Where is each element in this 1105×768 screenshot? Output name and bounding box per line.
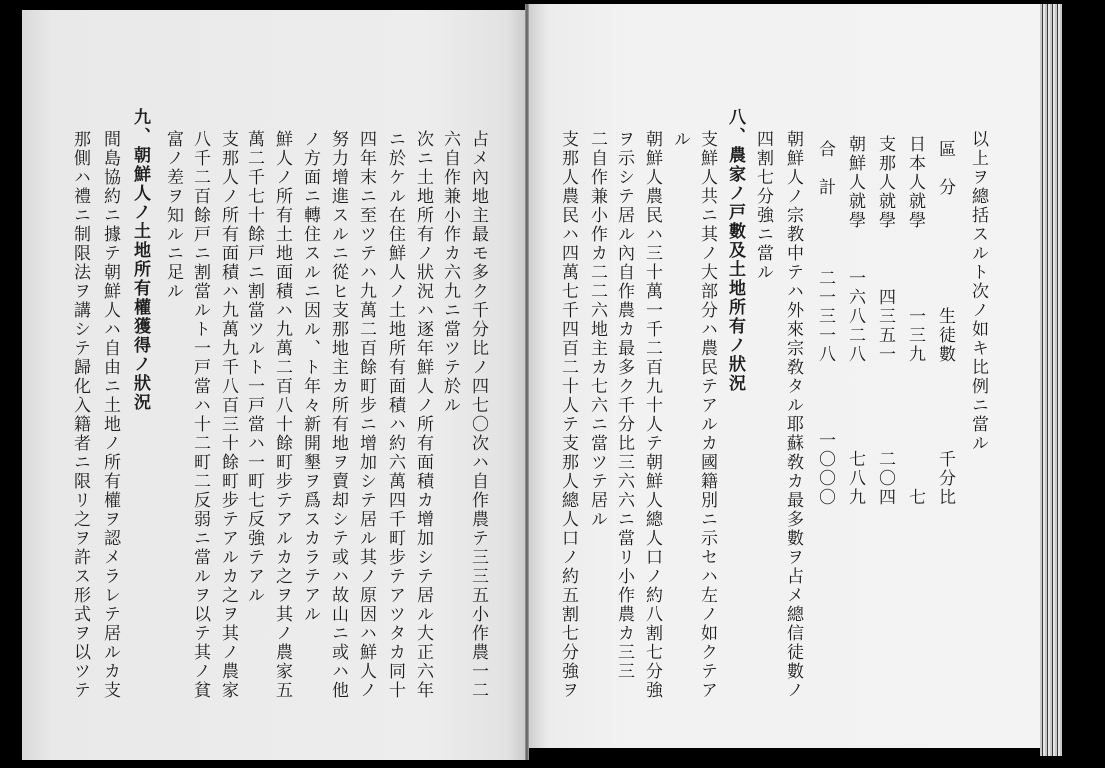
text-line: 鮮人ノ所有土地面積ハ九萬二百八十餘町步テアルカ之ヲ其ノ農家五 [272,130,292,700]
section-heading: 九、朝鮮人ノ土地所有權獲得ノ狀況 [130,108,150,412]
page-edges [1040,4,1062,756]
text-line: 努力增進スルニ從ヒ支那地主カ所有地ヲ賣却シテ或ハ故山ニ或ハ他 [328,130,348,700]
category-cell: 支那人就學 [875,135,895,230]
text-line: 支那人ノ所有面積ハ九萬九千八百三十餘町步テアルカ之ヲ其ノ農家 [218,130,238,700]
text-line: 富ノ差ヲ知ルニ足ル [163,130,183,301]
header-students: 生徒數 [935,307,955,364]
category-cell: 合 計 [815,140,835,197]
text-line: 八千二百餘戸ニ割當ルト一戸當ハ十二町二反弱ニ當ルヲ以テ其ノ貧 [190,130,210,700]
text-line: 朝鮮人農民ハ三十萬一千二百九十人テ朝鮮人總人口ノ約八割七分強 [642,130,662,700]
text-line: 那側ハ禮ニ制限法ヲ講シテ歸化入籍者ニ限リ之ヲ許ス形式ヲ以ツテ [70,130,90,700]
students-cell: 一三九 [905,307,925,364]
students-cell: 四三五一 [875,288,895,364]
text-line: 四年末ニ至ツテハ九萬二百餘町步ニ增加シテ居ル其ノ原因ハ鮮人ノ [356,130,376,700]
text-line: 四割七分強ニ當ル [753,130,773,282]
text-line: ニ於ケル在住鮮人ノ土地所有面積ハ約六萬四千町步テアツタカ同十 [385,130,405,700]
text-line: 萬二千七十餘戸ニ割當ツルト一戸當ハ一町七反強テアル [244,130,264,605]
lead-line: 以上ヲ總括スルト次ノ如キ比例ニ當ル [968,130,988,453]
text-line: 間島協約ニ據テ朝鮮人ハ自由ニ土地ノ所有權ヲ認メラレテ居ルカ支 [100,130,120,700]
text-line: 支鮮人共ニ其ノ大部分ハ農民テアルカ國籍別ニ示セハ左ノ如クテア [697,130,717,700]
category-cell: 朝鮮人就學 [845,135,865,230]
per-mille-cell: 二〇四 [875,450,895,507]
text-line: ノ方面ニ轉住スルニ因ル、ト年々新開墾ヲ爲スカラテアル [300,130,320,624]
section-heading: 八、農家ノ戸數及土地所有ノ狀況 [725,108,745,393]
text-line: 朝鮮人ノ宗教中テハ外來宗敎タル耶蘇敎カ最多數ヲ占メ總信徒數ノ [783,130,803,700]
text-line: 支那人農民ハ四萬七千四百二十人テ支那人總人口ノ約五割七分強ヲ [558,130,578,700]
header-per-mille: 千分比 [935,450,955,507]
per-mille-cell: 七八九 [845,450,865,507]
category-cell: 日本人就學 [905,135,925,230]
book-gutter [525,4,529,760]
header-category: 區 分 [935,140,955,197]
text-line: 占メ內地主最モ多ク千分比ノ四七〇次ハ自作農テ三三五小作農一二 [468,130,488,700]
text-line: ヲ示シテ居ル內自作農カ最多ク千分比三六六ニ當リ小作農カ三三 [614,130,634,681]
text-line: 六自作兼小作カ六九ニ當ツテ於ル [440,130,460,415]
students-cell: 一六八二八 [845,269,865,364]
text-line: 次ニ土地所有ノ狀況ハ逐年鮮人ノ所有面積カ增加シテ居ル大正六年 [413,130,433,700]
students-cell: 二一三一八 [815,269,835,364]
text-line: 二自作兼小作カ二二六地主カ七六ニ當ツテ居ル [587,130,607,529]
per-mille-cell: 七 [905,488,925,507]
per-mille-cell: 一〇〇〇 [815,431,835,507]
text-line: ル [670,130,690,149]
